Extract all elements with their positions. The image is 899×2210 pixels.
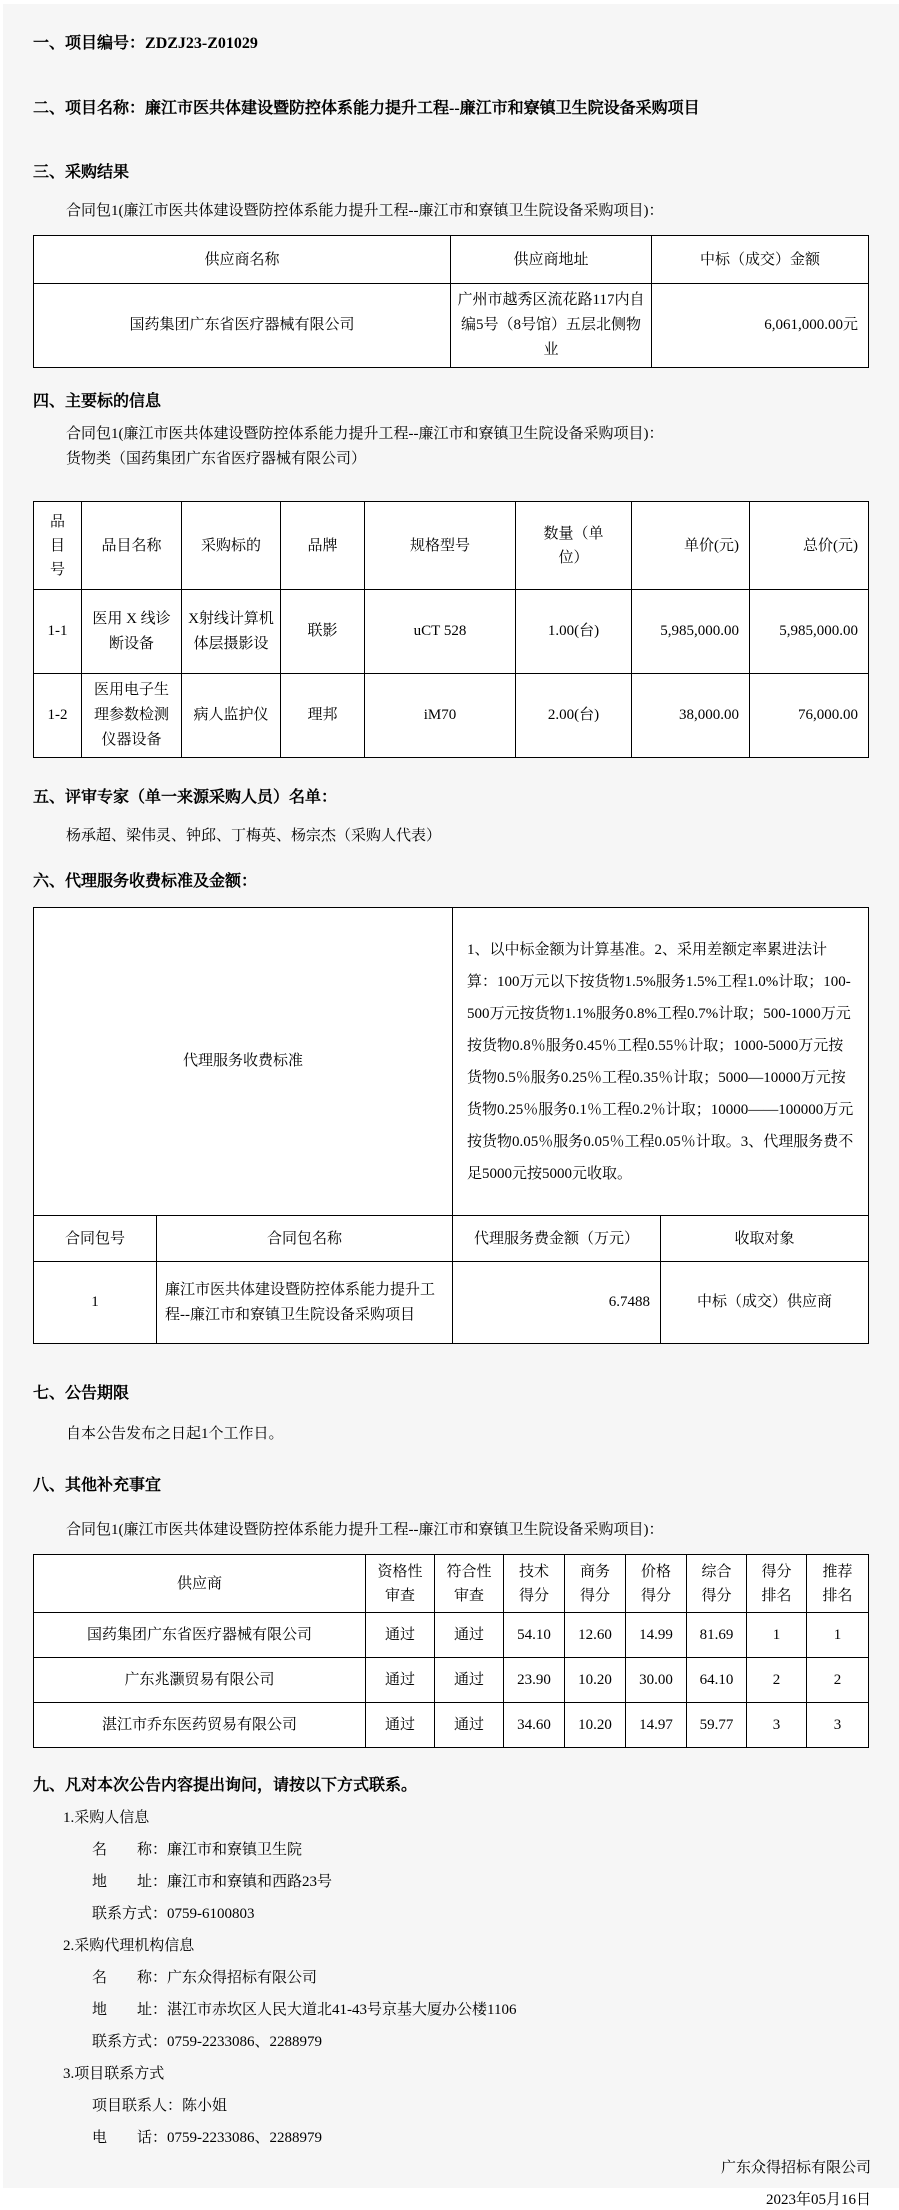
section-4-category-note: 货物类（国药集团广东省医疗器械有限公司） (66, 451, 367, 467)
items-header-quantity: 数量（单位） (516, 502, 632, 590)
fee-header-package-name: 合同包名称 (157, 1216, 453, 1262)
fee-standard-table (33, 907, 869, 1216)
footer-agency-signature: 广东众得招标有限公司 (720, 2160, 871, 2176)
result-header-supplier-address: 供应商地址 (451, 236, 652, 284)
score-supplier: 国药集团广东省医疗器械有限公司 (34, 1613, 366, 1658)
score-header-conformity-review: 符合性审查 (435, 1555, 504, 1613)
result-header-supplier-name: 供应商名称 (34, 236, 451, 284)
document-body (3, 34, 899, 2210)
project-contact-phone: 电 话：0759-2233086、2288979 (92, 2130, 322, 2146)
project-number-value: ZDZJ23-Z01029 (145, 35, 258, 52)
section-4-heading: 四、主要标的信息 (33, 393, 162, 410)
items-header-model: 规格型号 (365, 502, 516, 590)
score-conformity: 通过 (435, 1658, 504, 1703)
score-qualification: 通过 (366, 1658, 435, 1703)
project-number-label: 一、项目编号： (33, 35, 146, 52)
item-name: 医用电子生理参数检测仪器设备 (82, 674, 182, 758)
score-price: 30.00 (626, 1658, 687, 1703)
item-no: 1-1 (34, 590, 82, 674)
result-supplier-address: 广州市越秀区流花路117内自编5号（8号馆）五层北侧物业 (451, 284, 652, 368)
result-table (33, 235, 869, 368)
section-3-package-note: 合同包1(廉江市医共体建设暨防控体系能力提升工程--廉江市和寮镇卫生院设备采购项目)： (66, 203, 664, 219)
items-header-total-price: 总价(元) (750, 502, 869, 590)
score-recommend-rank: 1 (807, 1613, 869, 1658)
agency-address: 地 址：湛江市赤坎区人民大道北41-43号京基大厦办公楼1106 (92, 2002, 517, 2018)
score-table-row (34, 1658, 869, 1703)
section-6-heading: 六、代理服务收费标准及金额： (33, 873, 258, 890)
score-overall: 64.10 (687, 1658, 747, 1703)
item-unit-price: 38,000.00 (632, 674, 750, 758)
score-table-row (34, 1703, 869, 1748)
project-contact-title: 3.项目联系方式 (63, 2066, 165, 2082)
score-business: 12.60 (565, 1613, 626, 1658)
project-number-line (33, 34, 871, 54)
fee-standard-label: 代理服务收费标准 (34, 908, 453, 1216)
score-qualification: 通过 (366, 1703, 435, 1748)
items-header-item-no: 品目号 (34, 502, 82, 590)
item-brand: 理邦 (281, 674, 365, 758)
score-business: 10.20 (565, 1658, 626, 1703)
item-quantity: 2.00(台) (516, 674, 632, 758)
result-table-header-row (34, 236, 869, 284)
score-technical: 23.90 (504, 1658, 565, 1703)
items-header-subject: 采购标的 (182, 502, 281, 590)
score-header-price-score: 价格得分 (626, 1555, 687, 1613)
item-name: 医用 X 线诊断设备 (82, 590, 182, 674)
project-name-value: 廉江市医共体建设暨防控体系能力提升工程--廉江市和寮镇卫生院设备采购项目 (145, 100, 700, 117)
item-model: uCT 528 (365, 590, 516, 674)
score-technical: 34.60 (504, 1703, 565, 1748)
result-header-award-amount: 中标（成交）金额 (652, 236, 869, 284)
project-name-line (33, 99, 871, 119)
score-qualification: 通过 (366, 1613, 435, 1658)
item-subject: X射线计算机体层摄影设 (182, 590, 281, 674)
fee-standard-text: 1、以中标金额为计算基准。2、采用差额定率累进法计算：100万元以下按货物1.5%服务1.5%工程1.0%计取；100-500万元按货物1.1%服务0.8%工程0.7%计取；500-1000万元按货物0.8％服务0.45％工程0.55％计取；1000-5000万元按货物0.5％服务0.25％工程0.35％计取；5000—10000万元按货物0.25％服务0.1％工程0.2％计取；10000——100000万元按货物0.05％服务0.05％工程0.05％计取。3、代理服务费不足5000元按5000元收取。 (453, 908, 869, 1216)
score-supplier: 湛江市乔东医药贸易有限公司 (34, 1703, 366, 1748)
score-rank: 2 (747, 1658, 807, 1703)
items-table-header-row (34, 502, 869, 590)
items-table-row (34, 590, 869, 674)
fee-amount-table (33, 1215, 869, 1344)
score-header-score-rank: 得分排名 (747, 1555, 807, 1613)
score-header-qualification-review: 资格性审查 (366, 1555, 435, 1613)
score-overall: 81.69 (687, 1613, 747, 1658)
items-table (33, 501, 869, 758)
result-supplier-name: 国药集团广东省医疗器械有限公司 (34, 284, 451, 368)
project-name-label: 二、项目名称： (33, 100, 146, 117)
item-unit-price: 5,985,000.00 (632, 590, 750, 674)
agency-name: 名 称：广东众得招标有限公司 (92, 1970, 318, 1986)
score-table-header-row (34, 1555, 869, 1613)
section-7-heading: 七、公告期限 (33, 1385, 130, 1402)
project-contact-person: 项目联系人：陈小姐 (92, 2098, 228, 2114)
fee-charged-party: 中标（成交）供应商 (661, 1262, 869, 1344)
buyer-name: 名 称：廉江市和寮镇卫生院 (92, 1842, 303, 1858)
announcement-page (3, 4, 899, 2208)
section-8-package-note: 合同包1(廉江市医共体建设暨防控体系能力提升工程--廉江市和寮镇卫生院设备采购项目)： (66, 1522, 664, 1538)
item-total-price: 5,985,000.00 (750, 590, 869, 674)
items-header-unit-price: 单价(元) (632, 502, 750, 590)
item-subject: 病人监护仪 (182, 674, 281, 758)
score-conformity: 通过 (435, 1703, 504, 1748)
items-table-row (34, 674, 869, 758)
score-conformity: 通过 (435, 1613, 504, 1658)
score-technical: 54.10 (504, 1613, 565, 1658)
fee-amount-row (34, 1262, 869, 1344)
score-table (33, 1554, 869, 1748)
fee-header-fee-amount: 代理服务费金额（万元） (453, 1216, 661, 1262)
fee-package-name: 廉江市医共体建设暨防控体系能力提升工程--廉江市和寮镇卫生院设备采购项目 (157, 1262, 453, 1344)
score-recommend-rank: 3 (807, 1703, 869, 1748)
score-rank: 1 (747, 1613, 807, 1658)
fee-header-charged-party: 收取对象 (661, 1216, 869, 1262)
score-table-row (34, 1613, 869, 1658)
score-business: 10.20 (565, 1703, 626, 1748)
section-3-heading: 三、采购结果 (33, 164, 130, 181)
item-quantity: 1.00(台) (516, 590, 632, 674)
section-4-package-note: 合同包1(廉江市医共体建设暨防控体系能力提升工程--廉江市和寮镇卫生院设备采购项目)： (66, 426, 664, 442)
expert-names: 杨承超、梁伟灵、钟邱、丁梅英、杨宗杰（采购人代表） (66, 828, 442, 844)
score-header-recommend-rank: 推荐排名 (807, 1555, 869, 1613)
item-brand: 联影 (281, 590, 365, 674)
fee-package-no: 1 (34, 1262, 157, 1344)
score-header-business-score: 商务得分 (565, 1555, 626, 1613)
item-no: 1-2 (34, 674, 82, 758)
agency-phone: 联系方式：0759-2233086、2288979 (92, 2034, 322, 2050)
items-header-item-name: 品目名称 (82, 502, 182, 590)
result-table-row (34, 284, 869, 368)
fee-standard-row (34, 908, 869, 1216)
fee-amount: 6.7488 (453, 1262, 661, 1344)
fee-header-package-no: 合同包号 (34, 1216, 157, 1262)
fee-amount-header-row (34, 1216, 869, 1262)
section-8-heading: 八、其他补充事宜 (33, 1477, 162, 1494)
item-model: iM70 (365, 674, 516, 758)
score-rank: 3 (747, 1703, 807, 1748)
buyer-info-title: 1.采购人信息 (63, 1810, 150, 1826)
buyer-address: 地 址：廉江市和寮镇和西路23号 (92, 1874, 333, 1890)
buyer-phone: 联系方式：0759-6100803 (92, 1906, 255, 1922)
result-award-amount: 6,061,000.00元 (652, 284, 869, 368)
score-overall: 59.77 (687, 1703, 747, 1748)
items-header-brand: 品牌 (281, 502, 365, 590)
score-recommend-rank: 2 (807, 1658, 869, 1703)
score-price: 14.97 (626, 1703, 687, 1748)
announcement-period-text: 自本公告发布之日起1个工作日。 (66, 1426, 284, 1442)
item-total-price: 76,000.00 (750, 674, 869, 758)
score-header-overall-score: 综合得分 (687, 1555, 747, 1613)
footer-date: 2023年05月16日 (765, 2192, 871, 2208)
agency-info-title: 2.采购代理机构信息 (63, 1938, 195, 1954)
score-price: 14.99 (626, 1613, 687, 1658)
section-9-heading: 九、凡对本次公告内容提出询问，请按以下方式联系。 (33, 1777, 418, 1794)
score-supplier: 广东兆灏贸易有限公司 (34, 1658, 366, 1703)
section-5-heading: 五、评审专家（单一来源采购人员）名单： (33, 789, 338, 806)
score-header-supplier: 供应商 (34, 1555, 366, 1613)
score-header-technical-score: 技术得分 (504, 1555, 565, 1613)
